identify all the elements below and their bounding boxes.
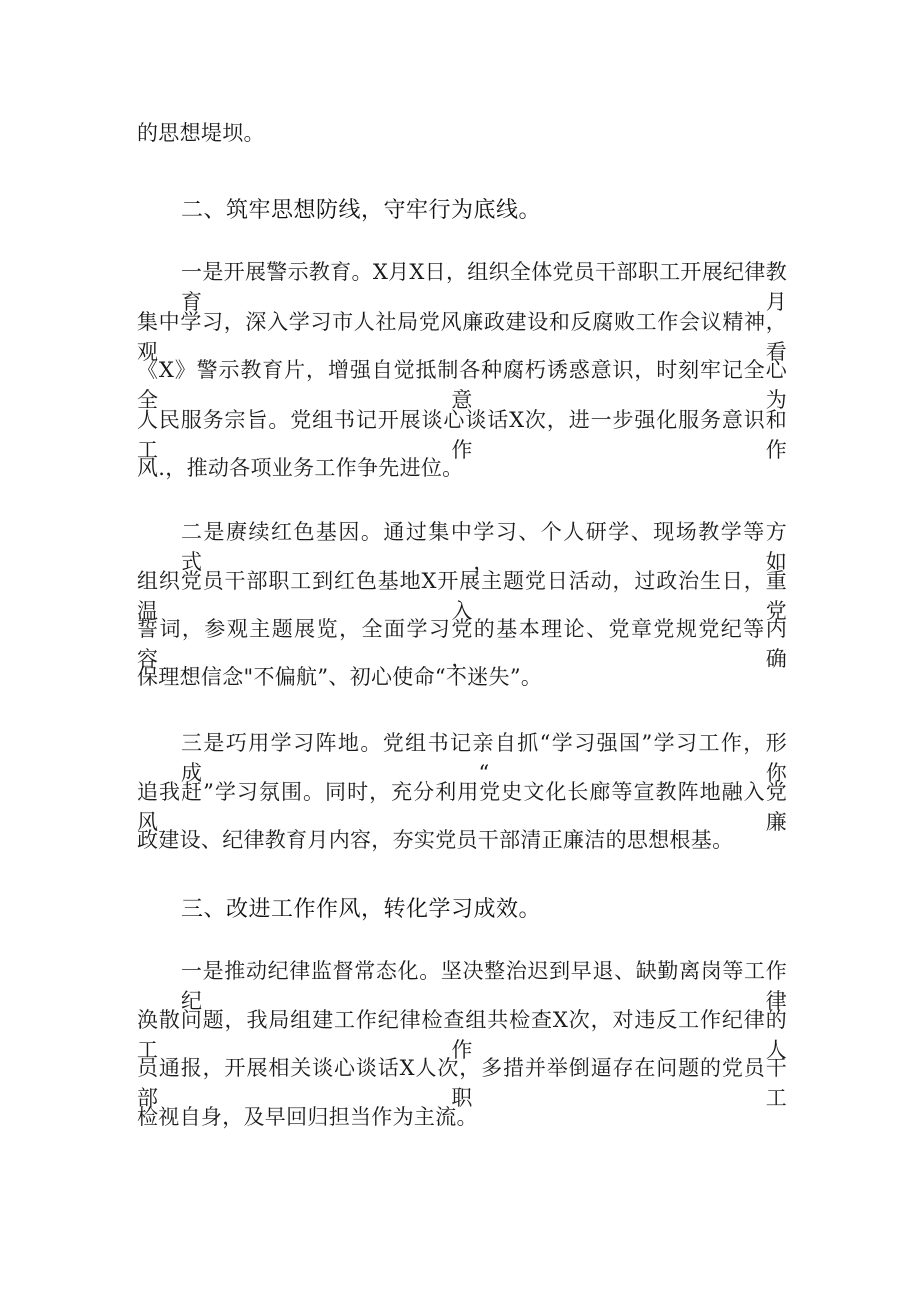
paragraph-line: 的思想堤坝。 [137,121,265,145]
paragraph-line: 《X》警示教育片，增强自觉抵制各种腐朽诱惑意识，时刻牢记全心全意为 [137,358,787,412]
paragraph-line: 集中学习，深入学习市人社局党风廉政建设和反腐败工作会议精神，观看 [137,310,787,364]
paragraph-line: 检视自身，及早回归担当作为主流。 [137,1105,478,1129]
paragraph-line: 人民服务宗旨。党组书记开展谈心谈话X次，进一步强化服务意识和工作作 [137,408,787,462]
paragraph-line: 组织党员干部职工到红色基地X开展主题党日活动，过政治生日，重温入党 [137,569,787,623]
paragraph-line: 一是推动纪律监督常态化。坚决整治迟到早退、缺勤离岗等工作纪律 [181,959,787,1013]
paragraph-line: 员通报，开展相关谈心谈话X人次，多措并举倒逼存在问题的党员干部职工 [137,1056,787,1110]
paragraph-line: 三是巧用学习阵地。党组书记亲自抓“学习强国”学习工作，形成“你 [181,731,787,785]
paragraph-line: 涣散问题，我局组建工作纪律检查组共检查X次，对违反工作纪律的工作人 [137,1008,787,1062]
section-heading-2: 二、筑牢思想防线，守牢行为底线。 [181,198,542,223]
section-heading-3: 三、改进工作作风，转化学习成效。 [181,897,542,922]
paragraph-line: 风.，推动各项业务工作争先进位。 [137,456,464,480]
paragraph-line: 一是开展警示教育。X月X日，组织全体党员干部职工开展纪律教育月 [181,260,787,314]
paragraph-line: 保理想信念"不偏航”、初心使命“不迷失”。 [137,665,543,689]
paragraph-line: 政建设、纪律教育月内容，夯实党员干部清正廉洁的思想根基。 [137,828,734,852]
paragraph-line: 追我赶”学习氛围。同时，充分利用党史文化长廊等宣教阵地融入党风廉 [137,780,787,834]
paragraph-line: 誓词，参观主题展览，全面学习党的基本理论、党章党规党纪等内容，确 [137,617,787,671]
paragraph-line: 二是赓续红色基因。通过集中学习、个人研学、现场教学等方式，如 [181,520,787,574]
